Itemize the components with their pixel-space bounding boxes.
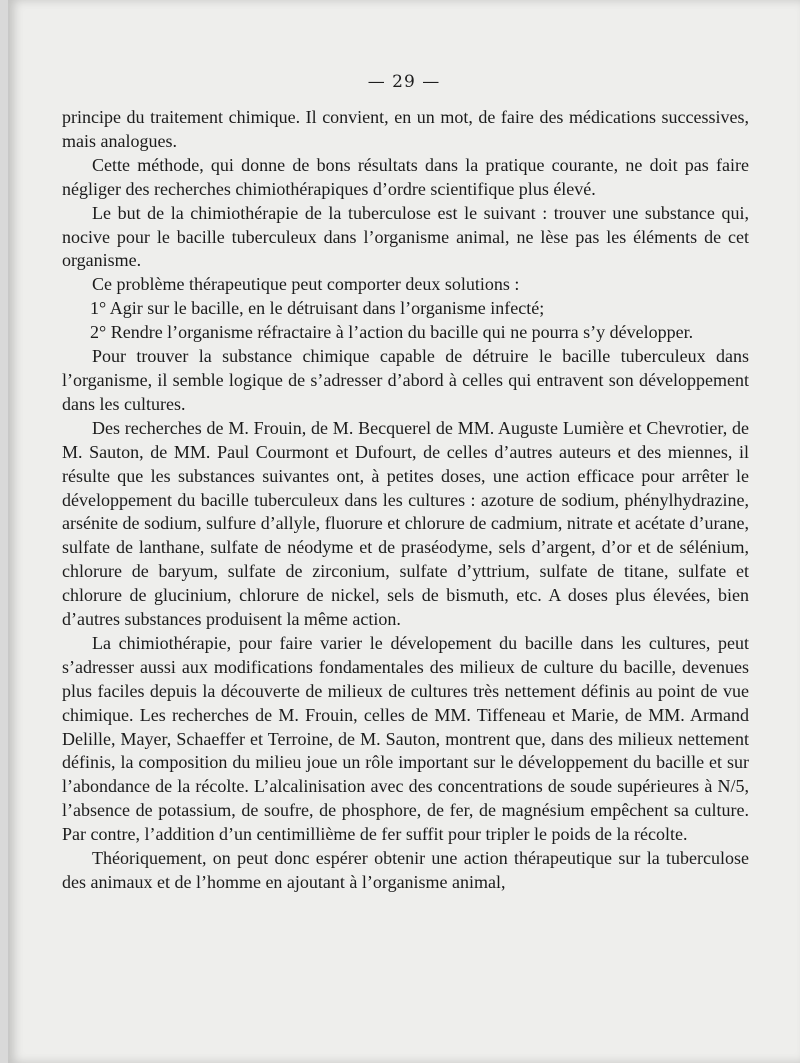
paragraph-research: Des recherches de M. Frouin, de M. Becquerel de MM. Auguste Lumière et Chevrotier, de M. Sauton, de MM. Paul Courmont et Dufourt, de celles d’autres auteurs et des miennes, il résulte que les substances suivantes ont, à petites doses, une action efficace pour arrêter le développement du bacille tuberculeux dans les cultures : azoture de sodium, phénylhydrazine, arsénite de sodium, sulfure d’allyle, fluorure et chlorure de cadmium, nitrate et acétate d’urane, sulfate de lanthane, sulfate de néodyme et de praséodyme, sels d’argent, d’or et de sélénium, chlorure de baryum, sulfate de zirconium, sulfate d’yttrium, sulfate de titane, sulfate et chlorure de glucinium, chlorure de nickel, sels de bismuth, etc. A doses plus élevées, bien d’autres substances produisent la même action.: [62, 417, 749, 630]
paragraph-theory: Théoriquement, on peut donc espérer obtenir une action thérapeutique sur la tuberculose des animaux et de l’homme en ajoutant à l’organisme animal,: [62, 848, 749, 892]
body-text: [62, 106, 749, 895]
paragraph-problem: Ce problème thérapeutique peut comporter deux solutions :: [92, 274, 520, 295]
solution-item-2: 2° Rendre l’organisme réfractaire à l’action du bacille qui ne pourra s’y développer.: [90, 322, 694, 343]
paragraph-substance: Pour trouver la substance chimique capable de détruire le bacille tuberculeux dans l’organisme, il semble logique de s’adresser d’abord à celles qui entravent son développement dans les cultures.: [62, 346, 749, 414]
paragraph-method: Cette méthode, qui donne de bons résultats dans la pratique courante, ne doit pas faire négliger des recherches chimiothérapiques d’ordre scientifique plus élevé.: [62, 154, 749, 199]
page-number: — 29 —: [367, 72, 441, 92]
book-page: [8, 0, 800, 1063]
paragraph-continuation: principe du traitement chimique. Il convient, en un mot, de faire des médications successives, mais analogues.: [62, 107, 749, 151]
paragraph-goal: Le but de la chimiothérapie de la tuberculose est le suivant : trouver une substance qui, nocive pour le bacille tuberculeux dans l’organisme animal, ne lèse pas les éléments de cet organisme.: [62, 202, 749, 271]
solution-item-1: 1° Agir sur le bacille, en le détruisant dans l’organisme infecté;: [90, 298, 545, 319]
paragraph-chemotherapy: La chimiothérapie, pour faire varier le dévelopement du bacille dans les cultures, peut s’adresser aussi aux modifications fondamentales des milieux de culture du bacille, devenues plus faciles depuis la découverte de milieux de cultures très nettement définis au point de vue chimique. Les recherches de M. Frouin, celles de MM. Tiffeneau et Marie, de MM. Armand Delille, Mayer, Schaeffer et Terroine, de M. Sauton, montrent que, dans des milieux nettement définis, la composition du milieu joue un rôle important sur le développement du bacille et sur l’abondance de la récolte. L’alcalinisation avec des concentrations de soude supérieures à N/5, l’absence de potassium, de soufre, de phosphore, de fer, de magnésium empêchent sa culture. Par contre, l’addition d’un centimillième de fer suffit pour tripler le poids de la récolte.: [62, 632, 749, 845]
